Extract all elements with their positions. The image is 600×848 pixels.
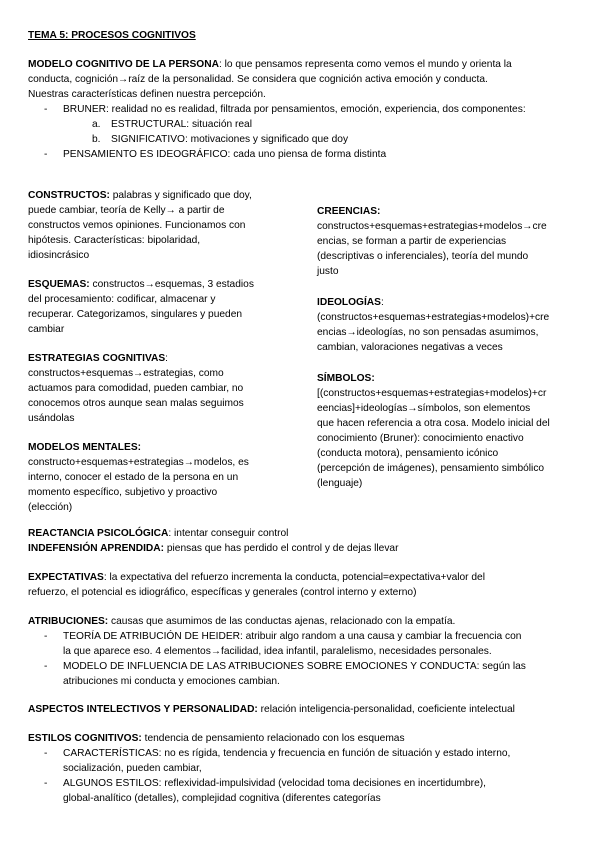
modelos-heading: MODELOS MENTALES: [28, 442, 142, 453]
page-title: TEMA 5: PROCESOS COGNITIVOS [28, 30, 196, 41]
text-line: usándolas [28, 413, 75, 424]
esquemas-section [28, 277, 296, 337]
text-line: la que aparece eso. 4 elementos→facilidad, idea infantil, paralelismo, necesidades personales. [63, 646, 492, 657]
reactancia-heading: REACTANCIA PSICOLÓGICA [28, 528, 169, 539]
text-line: eencias]+ideologías→símbolos, son elementos [317, 403, 531, 414]
text-line: constructos vemos opiniones. Funcionamos con [28, 220, 246, 231]
text-line: recuperar. Categorizamos, singulares y pueden [28, 309, 243, 320]
ideologias-heading: IDEOLOGÍAS [317, 297, 381, 308]
list-item [44, 659, 584, 689]
modelo-list [28, 102, 576, 117]
text-line: constructos+esquemas→estrategias, como [28, 368, 224, 379]
estilos-heading: ESTILOS COGNITIVOS: [28, 733, 142, 744]
text-line: [(constructos+esquemas+estrategias+modelos)+cr [317, 388, 547, 399]
text-line: causas que asumimos de las conductas ajenas, relacionado con la empatía. [108, 616, 456, 627]
list-item [44, 746, 584, 776]
text-line: que hacen referencia a otra cosa. Modelo inicial del [317, 418, 550, 429]
indefension-heading: INDEFENSIÓN APRENDIDA: [28, 543, 165, 554]
text-line: constructos+esquemas+estrategias+modelos→cre [317, 221, 547, 232]
text-line: (percepción de imágenes), pensamiento simbólico [317, 463, 545, 474]
text-line: constructos→esquemas, 3 estadios [89, 279, 254, 290]
text-line: (constructos+esquemas+estrategias+modelos)+cre [317, 312, 550, 323]
modelo-heading: MODELO COGNITIVO DE LA PERSONA [28, 59, 219, 70]
text-line: : la expectativa del refuerzo incrementa la conducta, potencial=expectativa+valor del [103, 572, 485, 583]
estilos-list [28, 746, 584, 806]
modelos-section [28, 440, 296, 515]
ideologias-section [317, 295, 579, 355]
text-line: (descriptivas o inferenciales), teoría del mundo [317, 251, 529, 262]
aspectos-heading: ASPECTOS INTELECTIVOS Y PERSONALIDAD: [28, 704, 258, 715]
text-line: refuerzo, el potencial es idiográfico, específicas y generales (control interno y externo) [28, 587, 417, 598]
text-line: cambian, valoraciones negativas a veces [317, 342, 503, 353]
atribuciones-section [28, 614, 584, 689]
text-line: momento específico, subjetivo y proactivo [28, 487, 218, 498]
text-line: idiosincrásico [28, 250, 90, 261]
text-line: - ALGUNOS ESTILOS: reflexividad-impulsividad (velocidad toma decisiones en incertidumbre), [63, 778, 486, 789]
text-line: - CARACTERÍSTICAS: no es rígida, tendencia y frecuencia en función de situación y estado interno, [63, 748, 511, 759]
ideografico-text: PENSAMIENTO ES IDEOGRÁFICO: cada uno piensa de forma distinta [63, 149, 387, 160]
text-line: conocemos otros aunque sean malas seguimos [28, 398, 244, 409]
text-line: hipótesis. Características: bipolaridad, [28, 235, 201, 246]
text-line: : intentar conseguir control [168, 528, 289, 539]
text-line: del procesamiento: codificar, almacenar y [28, 294, 216, 305]
text-line: encias, se forman a partir de experiencias [317, 236, 507, 247]
list-marker: a. [92, 119, 101, 130]
text-line: tendencia de pensamiento relacionado con los esquemas [141, 733, 405, 744]
text-line: cambiar [28, 324, 65, 335]
text-line: (conducta motora), pensamiento icónico [317, 448, 499, 459]
text-line: socialización, pueden cambiar, [63, 763, 202, 774]
estructural-text: ESTRUCTURAL: situación real [111, 119, 252, 130]
list-item [92, 117, 576, 132]
modelo-paragraph [28, 57, 576, 72]
text-line: (elección) [28, 502, 73, 513]
esquemas-heading: ESQUEMAS: [28, 279, 90, 290]
text-line: atribuciones mi conducta y emociones cambian. [63, 676, 280, 687]
simbolos-section [317, 371, 579, 491]
list-item [44, 776, 584, 806]
text-line: global-analítico (detalles), complejidad cognitiva (diferentes categorías [63, 793, 381, 804]
text-line: : [165, 353, 169, 364]
text-line: puede cambiar, teoría de Kelly→ a partir de [28, 205, 225, 216]
text-line: interno, conocer el estado de la persona en un [28, 472, 239, 483]
list-marker: b. [92, 134, 101, 145]
text-line: constructo+esquemas+estrategias→modelos, es [28, 457, 249, 468]
significativo-text: SIGNIFICATIVO: motivaciones y significado que doy [111, 134, 349, 145]
atribuciones-list [28, 629, 584, 689]
expectativas-section [28, 570, 576, 600]
list-item [92, 132, 576, 147]
left-column [28, 188, 296, 529]
modelo-list-2 [28, 147, 576, 162]
constructos-heading: CONSTRUCTOS: [28, 190, 110, 201]
reactancia-section [28, 526, 576, 556]
simbolos-heading: SÍMBOLOS: [317, 373, 375, 384]
text-line: - TEORÍA DE ATRIBUCIÓN DE HEIDER: atribuir algo random a una causa y cambiar la frecuencia con [63, 631, 522, 642]
expectativas-heading: EXPECTATIVAS [28, 572, 104, 583]
text-line: palabras y significado que doy, [109, 190, 252, 201]
creencias-heading: CREENCIAS: [317, 206, 381, 217]
text-line: : según las [476, 661, 526, 672]
estilos-section [28, 731, 584, 806]
bruner-sublist [28, 117, 576, 147]
text-line: conocimiento (Bruner): conocimiento enactivo [317, 433, 524, 444]
text-line: actuamos para comodidad, pueden cambiar, no [28, 383, 244, 394]
modelo-text-3: Nuestras características definen nuestra percepción. [28, 89, 266, 100]
estrategias-heading: ESTRATEGIAS COGNITIVAS [28, 353, 166, 364]
list-item [44, 102, 576, 117]
list-item [44, 147, 576, 162]
modelo-section [28, 57, 576, 162]
aspectos-section [28, 702, 584, 717]
creencias-section [317, 204, 579, 279]
text-line: piensas que has perdido el control y de dejas llevar [164, 543, 399, 554]
atribuciones-heading: ATRIBUCIONES: [28, 616, 109, 627]
text-line: MODELO DE INFLUENCIA DE LAS ATRIBUCIONES SOBRE EMOCIONES Y CONDUCTA [63, 661, 477, 672]
text-line: relación inteligencia-personalidad, coeficiente intelectual [257, 704, 515, 715]
estrategias-section [28, 351, 296, 426]
text-line: encias→ideologías, no son pensadas asumimos, [317, 327, 539, 338]
modelo-text: : lo que pensamos representa como vemos el mundo y orienta la [218, 59, 512, 70]
text-line: : [380, 297, 384, 308]
constructos-section [28, 188, 296, 263]
text-line: (lenguaje) [317, 478, 363, 489]
bruner-text: BRUNER: realidad no es realidad, filtrada por pensamientos, emoción, experiencia, dos componentes: [63, 104, 526, 115]
right-column [317, 204, 579, 505]
list-item [44, 629, 584, 659]
modelo-text-2: conducta, cognición→raíz de la personalidad. Se considera que cognición activa emoción y conducta. [28, 74, 488, 85]
text-line: justo [317, 266, 339, 277]
